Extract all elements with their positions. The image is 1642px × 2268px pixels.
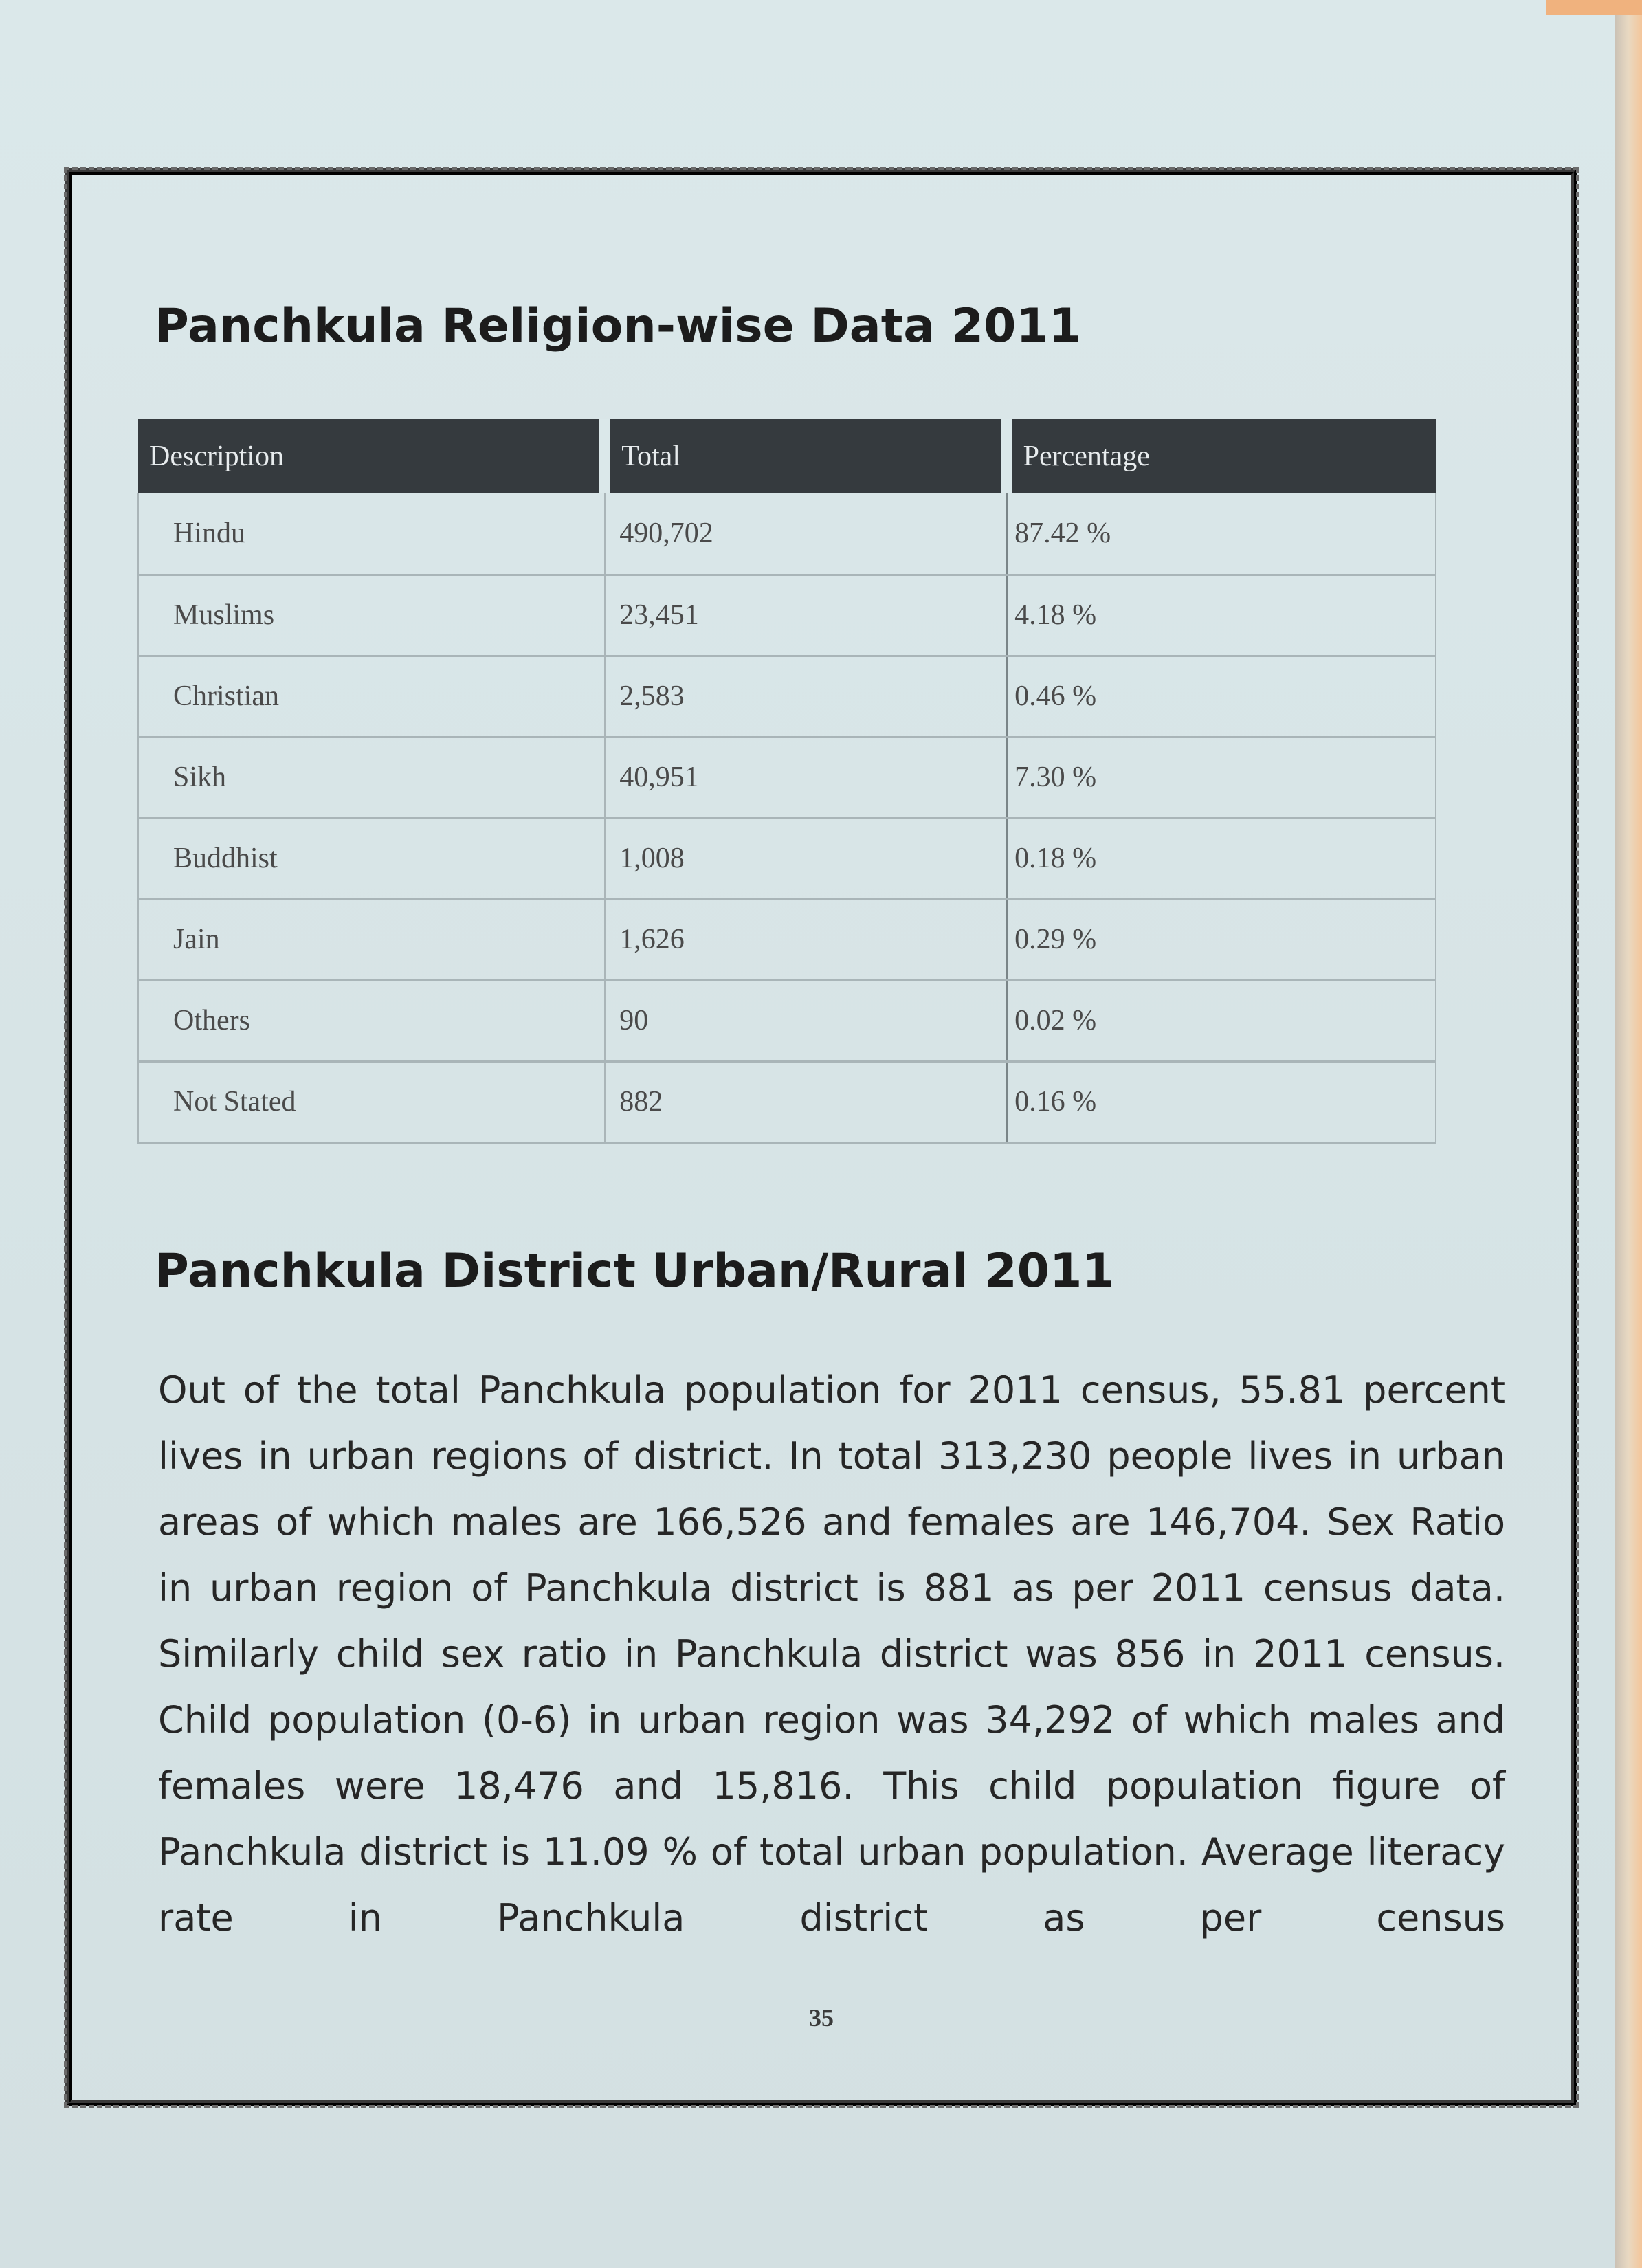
religion-total: 882 bbox=[605, 1061, 1006, 1142]
religion-name: Buddhist bbox=[138, 818, 605, 899]
column-header-description: Description bbox=[138, 419, 605, 493]
religion-total: 1,626 bbox=[605, 899, 1006, 980]
table-row bbox=[138, 818, 1436, 899]
column-header-total: Total bbox=[605, 419, 1006, 493]
table-header-row bbox=[138, 419, 1436, 493]
religion-name: Not Stated bbox=[138, 1061, 605, 1142]
page-number: 35 bbox=[809, 2004, 834, 2032]
book-edge bbox=[1615, 0, 1642, 2268]
table-row bbox=[138, 493, 1436, 575]
table-row bbox=[138, 1061, 1436, 1142]
religion-total: 2,583 bbox=[605, 656, 1006, 737]
religion-total: 1,008 bbox=[605, 818, 1006, 899]
column-header-percentage: Percentage bbox=[1007, 419, 1436, 493]
religion-name: Others bbox=[138, 980, 605, 1061]
religion-percentage: 0.46 % bbox=[1007, 656, 1436, 737]
urban-paragraph: Out of the total Panchkula population for 2011 census, 55.81 percent lives in urban regions of district. In total 313,230 people lives in urban areas of which males are 166,526 and females are 146,704. Sex Ratio in urban region of Panchkula district is 881 as per 2011 census data. Similarly child sex ratio in Panchkula district was 856 in 2011 census. Child population (0-6) in urban region was 34,292 of which males and females were 18,476 and 15,816. This child population figure of Panchkula district is 11.09 % of total urban population. Average literacy rate in Panchkula district as per census bbox=[158, 1368, 1505, 1939]
table-row bbox=[138, 737, 1436, 818]
page-content bbox=[72, 175, 1571, 2100]
religion-total: 40,951 bbox=[605, 737, 1006, 818]
religion-name: Jain bbox=[138, 899, 605, 980]
book-edge-corner bbox=[1546, 0, 1642, 15]
table-row bbox=[138, 656, 1436, 737]
religion-percentage: 0.18 % bbox=[1007, 818, 1436, 899]
table-row bbox=[138, 980, 1436, 1061]
table-row bbox=[138, 899, 1436, 980]
religion-name: Muslims bbox=[138, 575, 605, 656]
religion-section-title: Panchkula Religion-wise Data 2011 bbox=[155, 299, 1082, 353]
religion-total: 490,702 bbox=[605, 493, 1006, 575]
religion-percentage: 87.42 % bbox=[1007, 493, 1436, 575]
religion-total: 23,451 bbox=[605, 575, 1006, 656]
religion-table bbox=[137, 419, 1436, 1144]
religion-total: 90 bbox=[605, 980, 1006, 1061]
religion-name: Hindu bbox=[138, 493, 605, 575]
religion-name: Sikh bbox=[138, 737, 605, 818]
religion-percentage: 0.02 % bbox=[1007, 980, 1436, 1061]
religion-percentage: 7.30 % bbox=[1007, 737, 1436, 818]
religion-name: Christian bbox=[138, 656, 605, 737]
table-row bbox=[138, 575, 1436, 656]
urban-section-title: Panchkula District Urban/Rural 2011 bbox=[155, 1244, 1115, 1298]
religion-percentage: 0.29 % bbox=[1007, 899, 1436, 980]
religion-percentage: 0.16 % bbox=[1007, 1061, 1436, 1142]
page-frame bbox=[65, 168, 1577, 2106]
religion-percentage: 4.18 % bbox=[1007, 575, 1436, 656]
